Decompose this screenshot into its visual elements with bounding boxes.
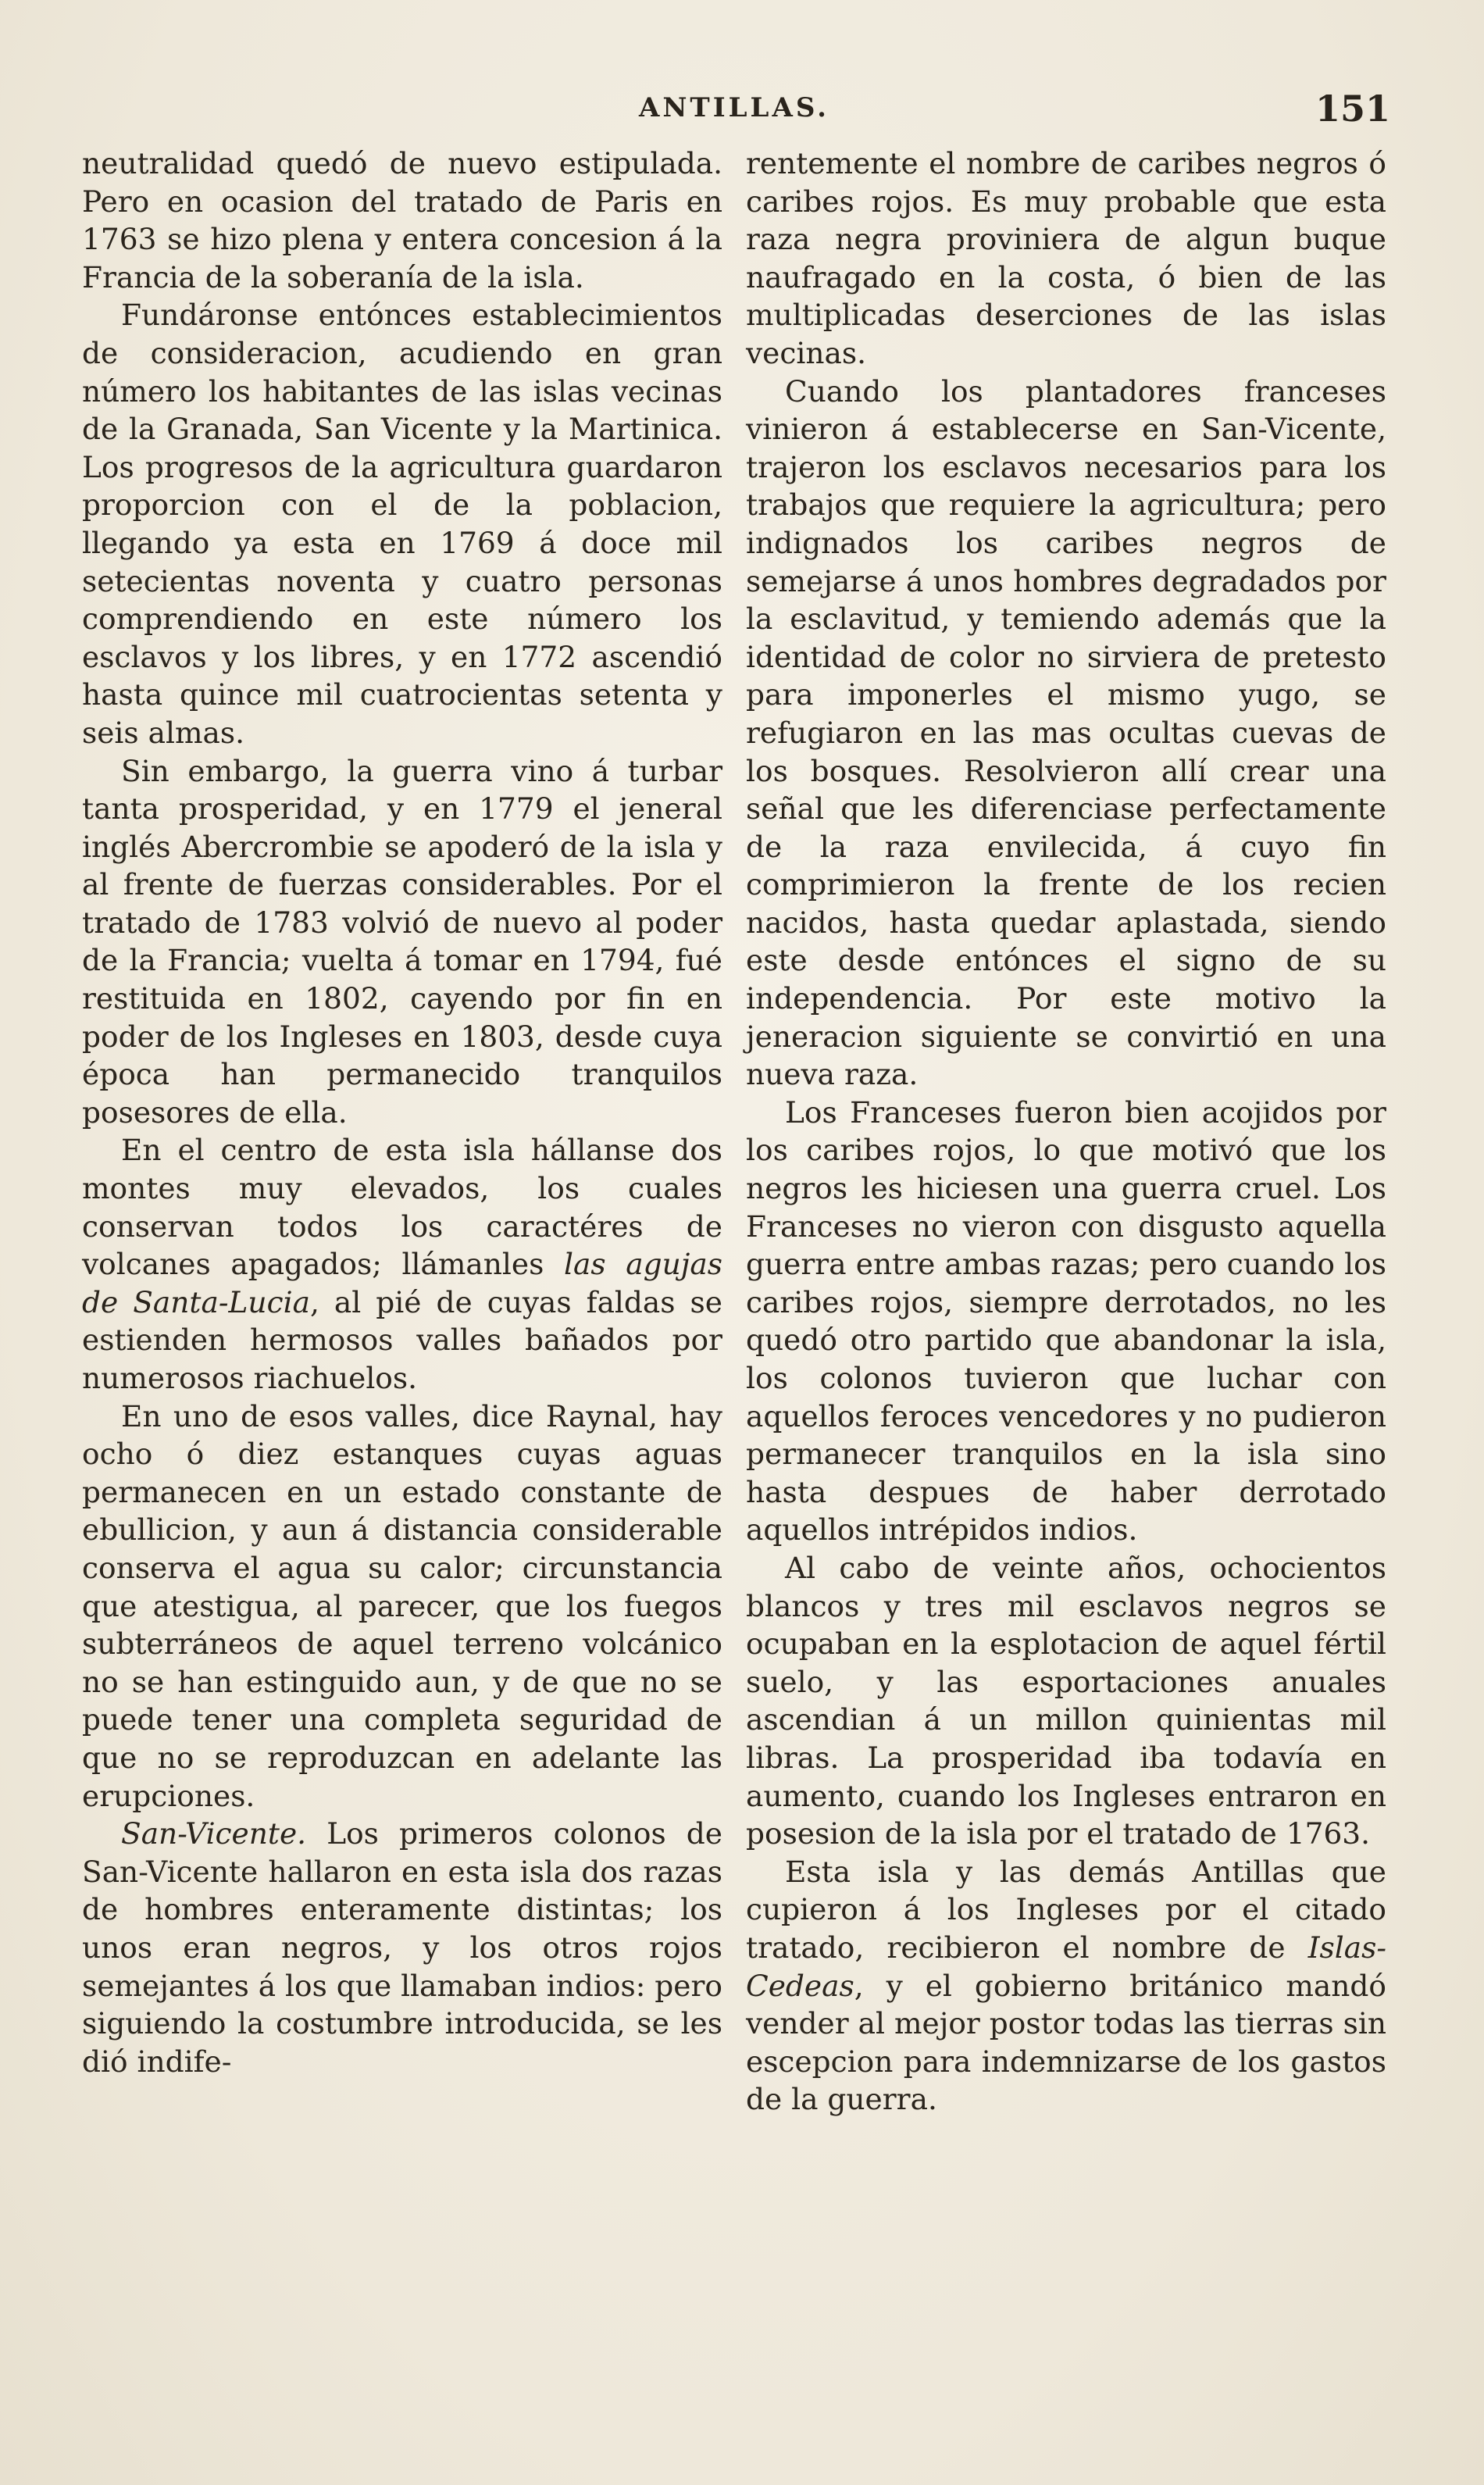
section-heading: San-Vicente. <box>121 1816 307 1851</box>
running-title: ANTILLAS. <box>638 92 830 123</box>
paragraph: En uno de esos valles, dice Raynal, hay ocho ó diez estanques cuyas aguas permanecen en un estado constante de ebullicion, y aun á distancia considerable conserva el agua su calor; circunstancia que atestigua, al parecer, que los fuegos subterráneos de aquel terreno volcánico no se han estinguido aun, y de que no se puede tener una completa seguridad de que no se reproduzcan en adelante las erupciones. <box>82 1398 722 1813</box>
paragraph-text: En el centro de esta isla hállanse dos montes muy elevados, los cuales conservan todos los caractéres de volcanes apagados; llámanles <box>82 1133 722 1282</box>
paragraph: neutralidad quedó de nuevo estipulada. Pero en ocasion del tratado de Paris en 1763 se hizo plena y entera concesion á la Francia de la soberanía de la isla. <box>82 146 722 295</box>
paragraph-text: , al pié de cuyas faldas se estienden hermosos valles bañados por numerosos riachuelos. <box>82 1284 722 1395</box>
paragraph-text: , y el gobierno británico mandó vender al mejor postor todas las tierras sin escepcion para indemnizarse de los gastos de la guerra. <box>746 1968 1386 2117</box>
page-number: 151 <box>1315 87 1390 130</box>
italic-term: Islas-Cedeas <box>746 1930 1387 2003</box>
paragraph: Al cabo de veinte años, ochocientos blancos y tres mil esclavos negros se ocupaban en la esplotacion de aquel fértil suelo, y las esportaciones anuales ascendian á un millon quinientas mil libras. La prosperidad iba todavía en aumento, cuando los Ingleses entraron en posesion de la isla por el tratado de 1763. <box>746 1550 1386 1851</box>
page-header <box>78 87 1390 139</box>
paragraph: Sin embargo, la guerra vino á turbar tanta prosperidad, y en 1779 el jeneral inglés Abercrombie se apoderó de la isla y al frente de fuerzas considerables. Por el tratado de 1783 volvió de nuevo al poder de la Francia; vuelta á tomar en 1794, fué restituida en 1802, cayendo por fin en poder de los Ingleses en 1803, desde cuya época han permanecido tranquilos posesores de ella. <box>82 753 722 1130</box>
paragraph <box>82 1815 722 2080</box>
italic-term: las agujas de Santa-Lucia <box>82 1247 722 1319</box>
paragraph <box>746 1853 1386 2119</box>
left-column <box>82 145 722 2080</box>
paragraph: Cuando los plantadores franceses vinieron á establecerse en San-Vicente, trajeron los esclavos necesarios para los trabajos que requiere la agricultura; pero indignados los caribes negros de semejarse á unos hombres degradados por la esclavitud, y temiendo además que la identidad de color no sirviera de pretesto para imponerles el mismo yugo, se refugiaron en las mas ocultas cuevas de los bosques. Resolvieron allí crear una señal que les diferenciase perfectamente de la raza envilecida, á cuyo fin comprimieron la frente de los recien nacidos, hasta quedar aplastada, siendo este desde entónces el signo de su independencia. Por este motivo la jeneracion siguiente se convirtió en una nueva raza. <box>746 373 1386 1092</box>
paragraph: Los Franceses fueron bien acojidos por los caribes rojos, lo que motivó que los negros les hiciesen una guerra cruel. Los Franceses no vieron con disgusto aquella guerra entre ambas razas; pero cuando los caribes rojos, siempre derrotados, no les quedó otro partido que abandonar la isla, los colonos tuvieron que luchar con aquellos feroces vencedores y no pudieron permanecer tranquilos en la isla sino hasta despues de haber derrotado aquellos intrépidos indios. <box>746 1094 1386 1548</box>
paragraph: rentemente el nombre de caribes negros ó caribes rojos. Es muy probable que esta raza negra proviniera de algun buque naufragado en la costa, ó bien de las multiplicadas deserciones de las islas vecinas. <box>746 146 1386 370</box>
paragraph-text: Los primeros colonos de San-Vicente hallaron en esta isla dos razas de hombres enteramente distintas; los unos eran negros, y los otros rojos semejantes á los que llamaban indios: pero siguiendo la costumbre introducida, se les dió indife- <box>82 1816 722 2079</box>
paragraph-text: Esta isla y las demás Antillas que cupieron á los Ingleses por el citado tratado, recibieron el nombre de <box>746 1854 1386 1965</box>
paragraph <box>82 1131 722 1397</box>
paragraph: Fundáronse entónces establecimientos de consideracion, acudiendo en gran número los habitantes de las islas vecinas de la Granada, San Vicente y la Martinica. Los progresos de la agricultura guardaron proporcion con el de la poblacion, llegando ya esta en 1769 á doce mil setecientas noventa y cuatro personas comprendiendo en este número los esclavos y los libres, y en 1772 ascendió hasta quince mil cuatrocientas setenta y seis almas. <box>82 298 722 750</box>
right-column <box>746 145 1386 2119</box>
